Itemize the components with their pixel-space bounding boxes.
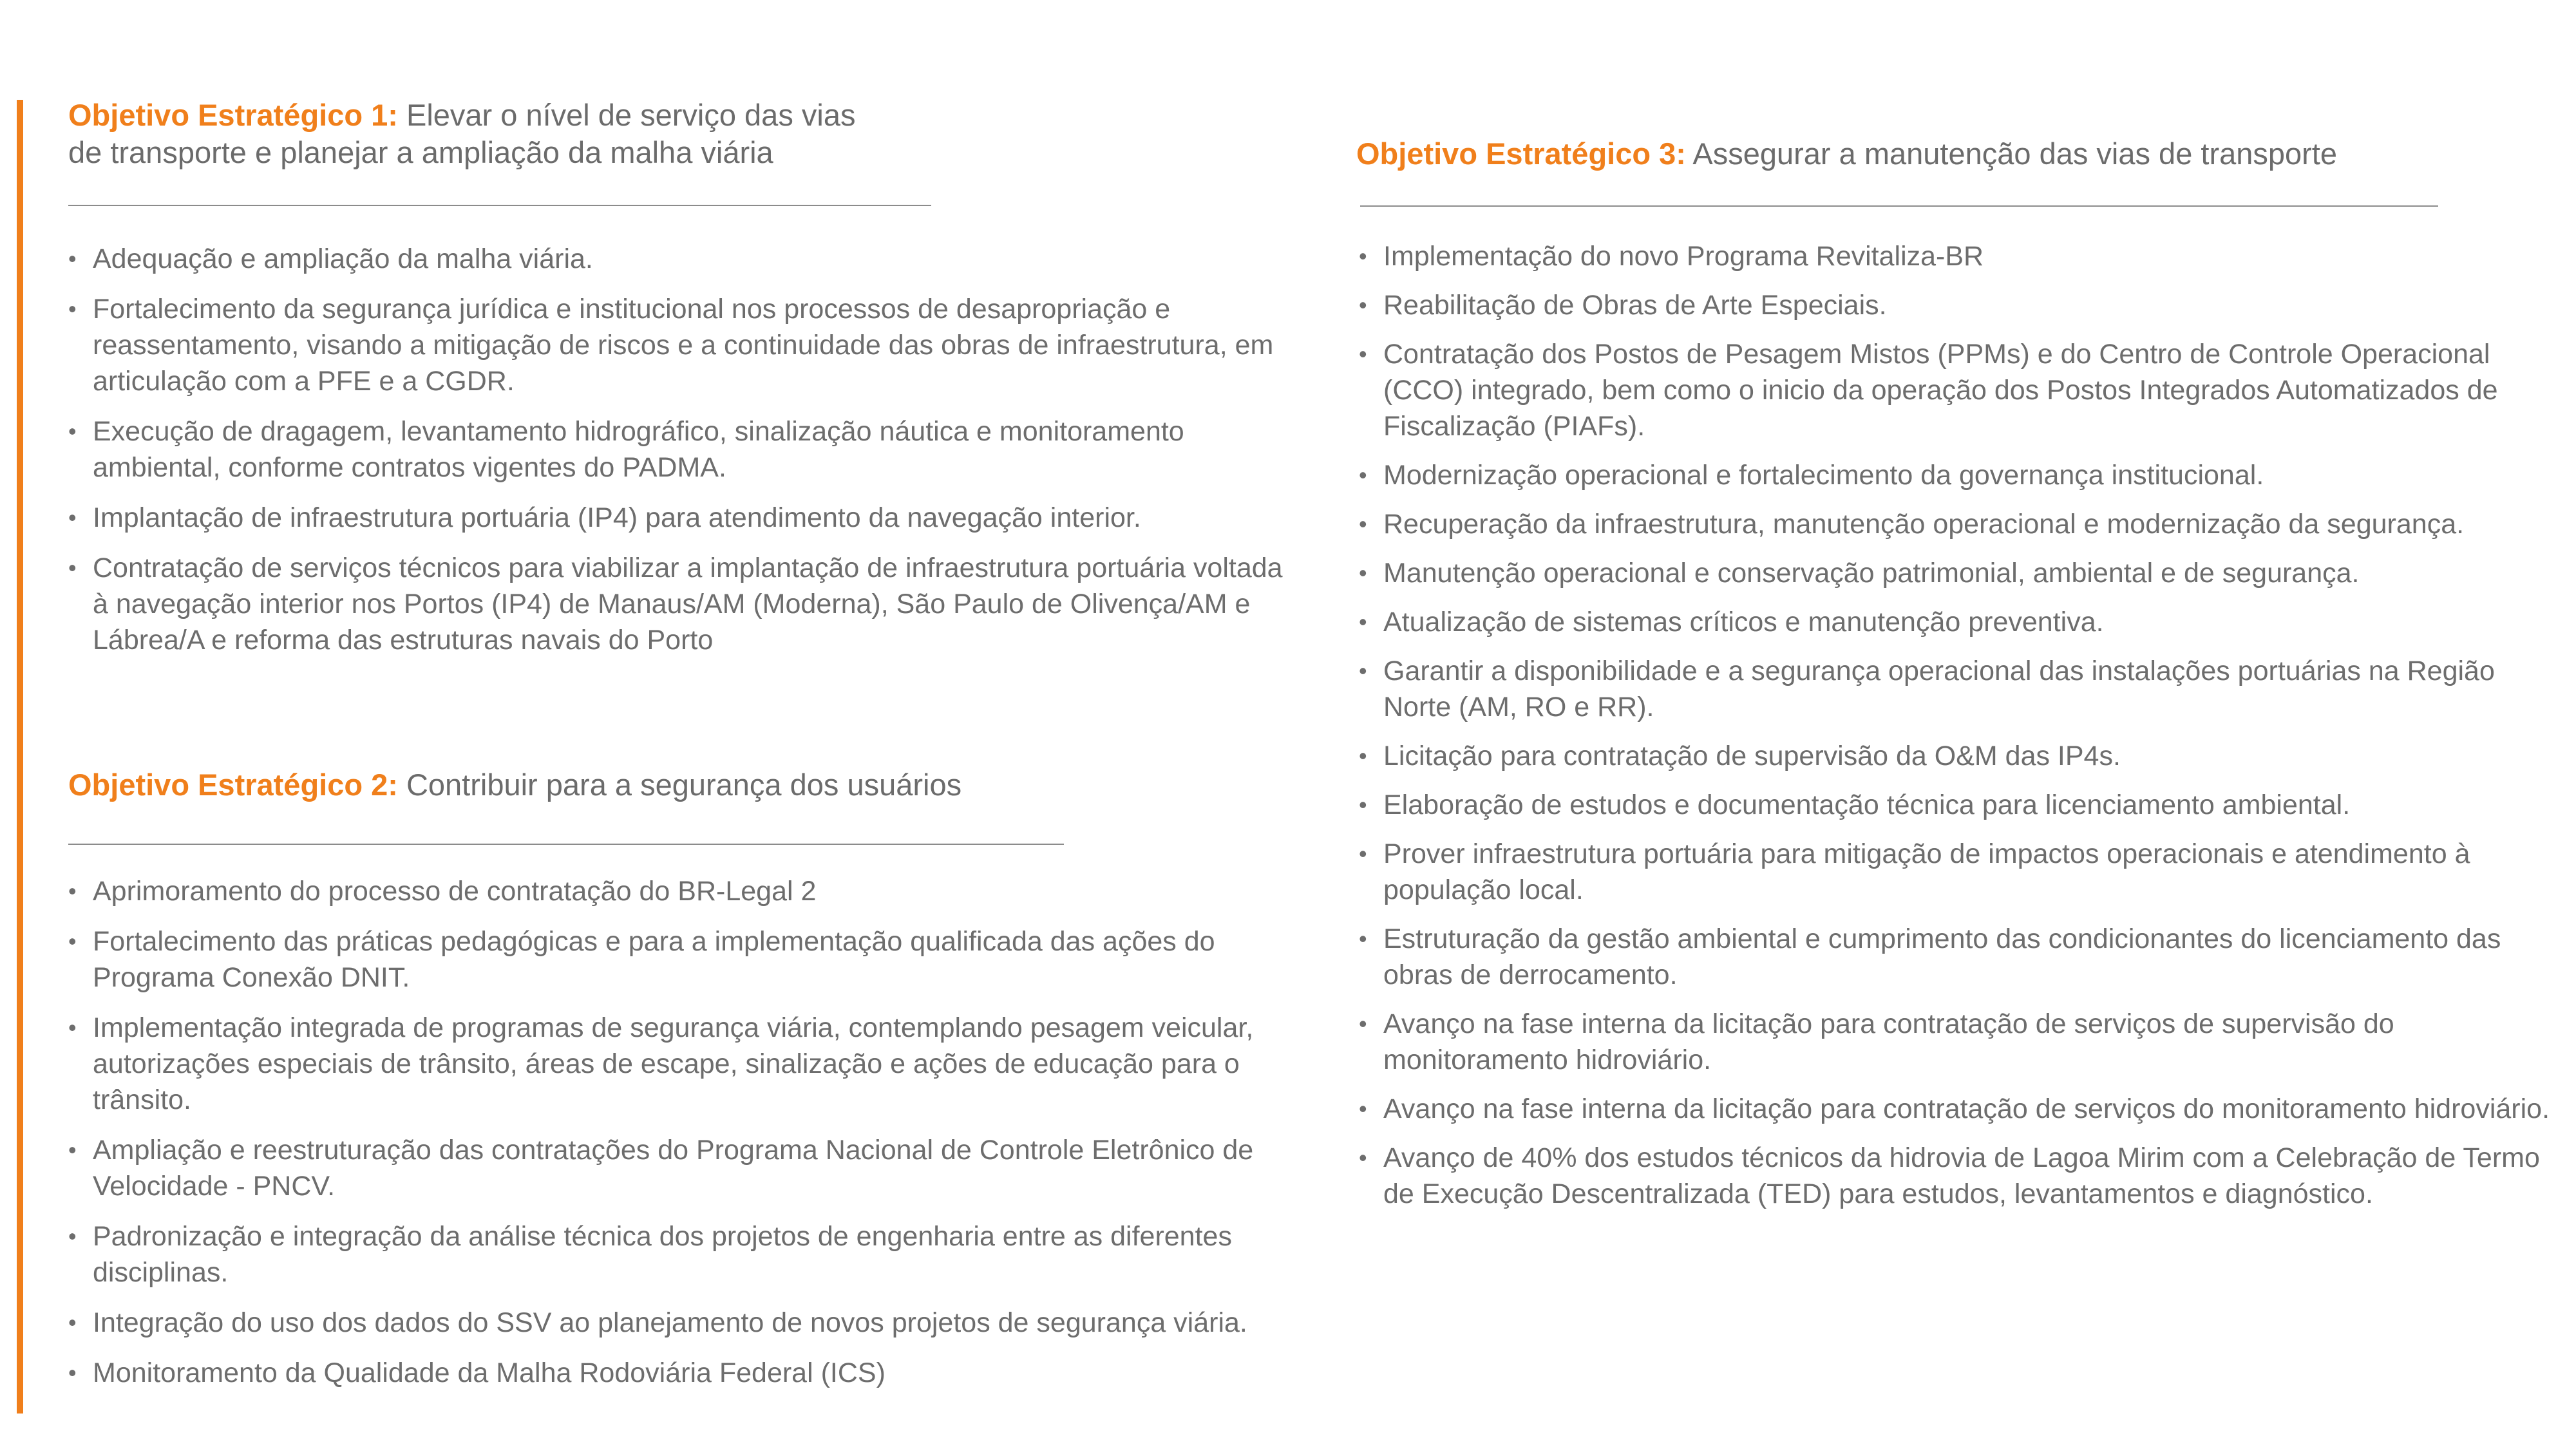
list-item: • Implantação de infraestrutura portuária (IP4) para atendimento da navegação interior. <box>68 500 1292 536</box>
list-item: • Avanço na fase interna da licitação para contratação de serviços do monitoramento hidroviário. <box>1359 1091 2557 1127</box>
list-item: • Recuperação da infraestrutura, manutenção operacional e modernização da segurança. <box>1359 506 2557 542</box>
list-item: • Implementação do novo Programa Revitaliza-BR <box>1359 238 2557 274</box>
list-item: • Adequação e ampliação da malha viária. <box>68 241 1292 277</box>
list-item: • Modernização operacional e fortalecimento da governança institucional. <box>1359 457 2557 493</box>
list-item: • Contratação dos Postos de Pesagem Mistos (PPMs) e do Centro de Controle Operacional (CCO) integrado, bem como o inicio da operação dos Postos Integrados Automatizados de Fiscalização (PIAFs). <box>1359 336 2557 444</box>
objective-1-title-line1: Elevar o nível de serviço das vias <box>397 98 856 132</box>
objective-2-divider <box>68 844 1064 845</box>
objective-1-title <box>68 97 970 171</box>
objective-3-title <box>1356 135 2451 173</box>
objective-3-title-line1: Assegurar a manutenção das vias de transporte <box>1685 137 2338 171</box>
list-item: • Avanço de 40% dos estudos técnicos da hidrovia de Lagoa Mirim com a Celebração de Termo de Execução Descentralizada (TED) para estudos, levantamentos e diagnóstico. <box>1359 1140 2557 1212</box>
list-item: • Fortalecimento das práticas pedagógicas e para a implementação qualificada das ações do Programa Conexão DNIT. <box>68 923 1292 996</box>
list-item: • Elaboração de estudos e documentação técnica para licenciamento ambiental. <box>1359 787 2557 823</box>
objective-3-divider <box>1360 205 2438 207</box>
objective-2-list <box>68 873 1292 1391</box>
list-item: • Implementação integrada de programas de segurança viária, contemplando pesagem veicular, autorizações especiais de trânsito, áreas de escape, sinalização e ações de educação para o trânsito. <box>68 1010 1292 1118</box>
objective-3-label: Objetivo Estratégico 3: <box>1356 137 1686 171</box>
list-item: • Prover infraestrutura portuária para mitigação de impactos operacionais e atendimento à população local. <box>1359 836 2557 908</box>
list-item: • Monitoramento da Qualidade da Malha Rodoviária Federal (ICS) <box>68 1355 1292 1391</box>
list-item: • Atualização de sistemas críticos e manutenção preventiva. <box>1359 604 2557 640</box>
list-item: • Contratação de serviços técnicos para viabilizar a implantação de infraestrutura portuária voltada à navegação interior nos Portos (IP4) de Manaus/AM (Moderna), São Paulo de Olivença/AM e Lábrea/A e reforma das estruturas navais do Porto <box>68 550 1292 658</box>
list-item: • Execução de dragagem, levantamento hidrográfico, sinalização náutica e monitoramento ambiental, conforme contratos vigentes do PADMA. <box>68 413 1292 486</box>
left-accent-bar <box>17 100 23 1413</box>
objective-3-header <box>1356 135 2451 173</box>
objective-1-label: Objetivo Estratégico 1: <box>68 98 398 132</box>
list-item: • Manutenção operacional e conservação patrimonial, ambiental e de segurança. <box>1359 555 2557 591</box>
list-item: • Fortalecimento da segurança jurídica e institucional nos processos de desapropriação e reassentamento, visando a mitigação de riscos e a continuidade das obras de infraestrutura, em articulação com a PFE e a CGDR. <box>68 291 1292 399</box>
list-item: • Ampliação e reestruturação das contratações do Programa Nacional de Controle Eletrônico de Velocidade - PNCV. <box>68 1132 1292 1204</box>
objective-1-list <box>68 241 1292 658</box>
list-item: • Padronização e integração da análise técnica dos projetos de engenharia entre as diferentes disciplinas. <box>68 1218 1292 1291</box>
list-item: • Garantir a disponibilidade e a segurança operacional das instalações portuárias na Região Norte (AM, RO e RR). <box>1359 653 2557 725</box>
list-item: • Reabilitação de Obras de Arte Especiais. <box>1359 287 2557 323</box>
list-item: • Integração do uso dos dados do SSV ao planejamento de novos projetos de segurança viária. <box>68 1305 1292 1341</box>
objective-1-divider <box>68 205 931 206</box>
list-item: • Licitação para contratação de supervisão da O&M das IP4s. <box>1359 738 2557 774</box>
objective-2-title-line1: Contribuir para a segurança dos usuários <box>397 768 962 802</box>
objective-1-header <box>68 97 970 171</box>
list-item: • Avanço na fase interna da licitação para contratação de serviços de supervisão do monitoramento hidroviário. <box>1359 1006 2557 1078</box>
list-item: • Aprimoramento do processo de contratação do BR-Legal 2 <box>68 873 1292 909</box>
objective-2-label: Objetivo Estratégico 2: <box>68 768 398 802</box>
objective-1-title-line2: de transporte e planejar a ampliação da malha viária <box>68 135 773 169</box>
objective-3-list <box>1359 238 2557 1212</box>
objective-2-title <box>68 766 1099 804</box>
objective-2-header <box>68 766 1099 804</box>
list-item: • Estruturação da gestão ambiental e cumprimento das condicionantes do licenciamento das obras de derrocamento. <box>1359 921 2557 993</box>
